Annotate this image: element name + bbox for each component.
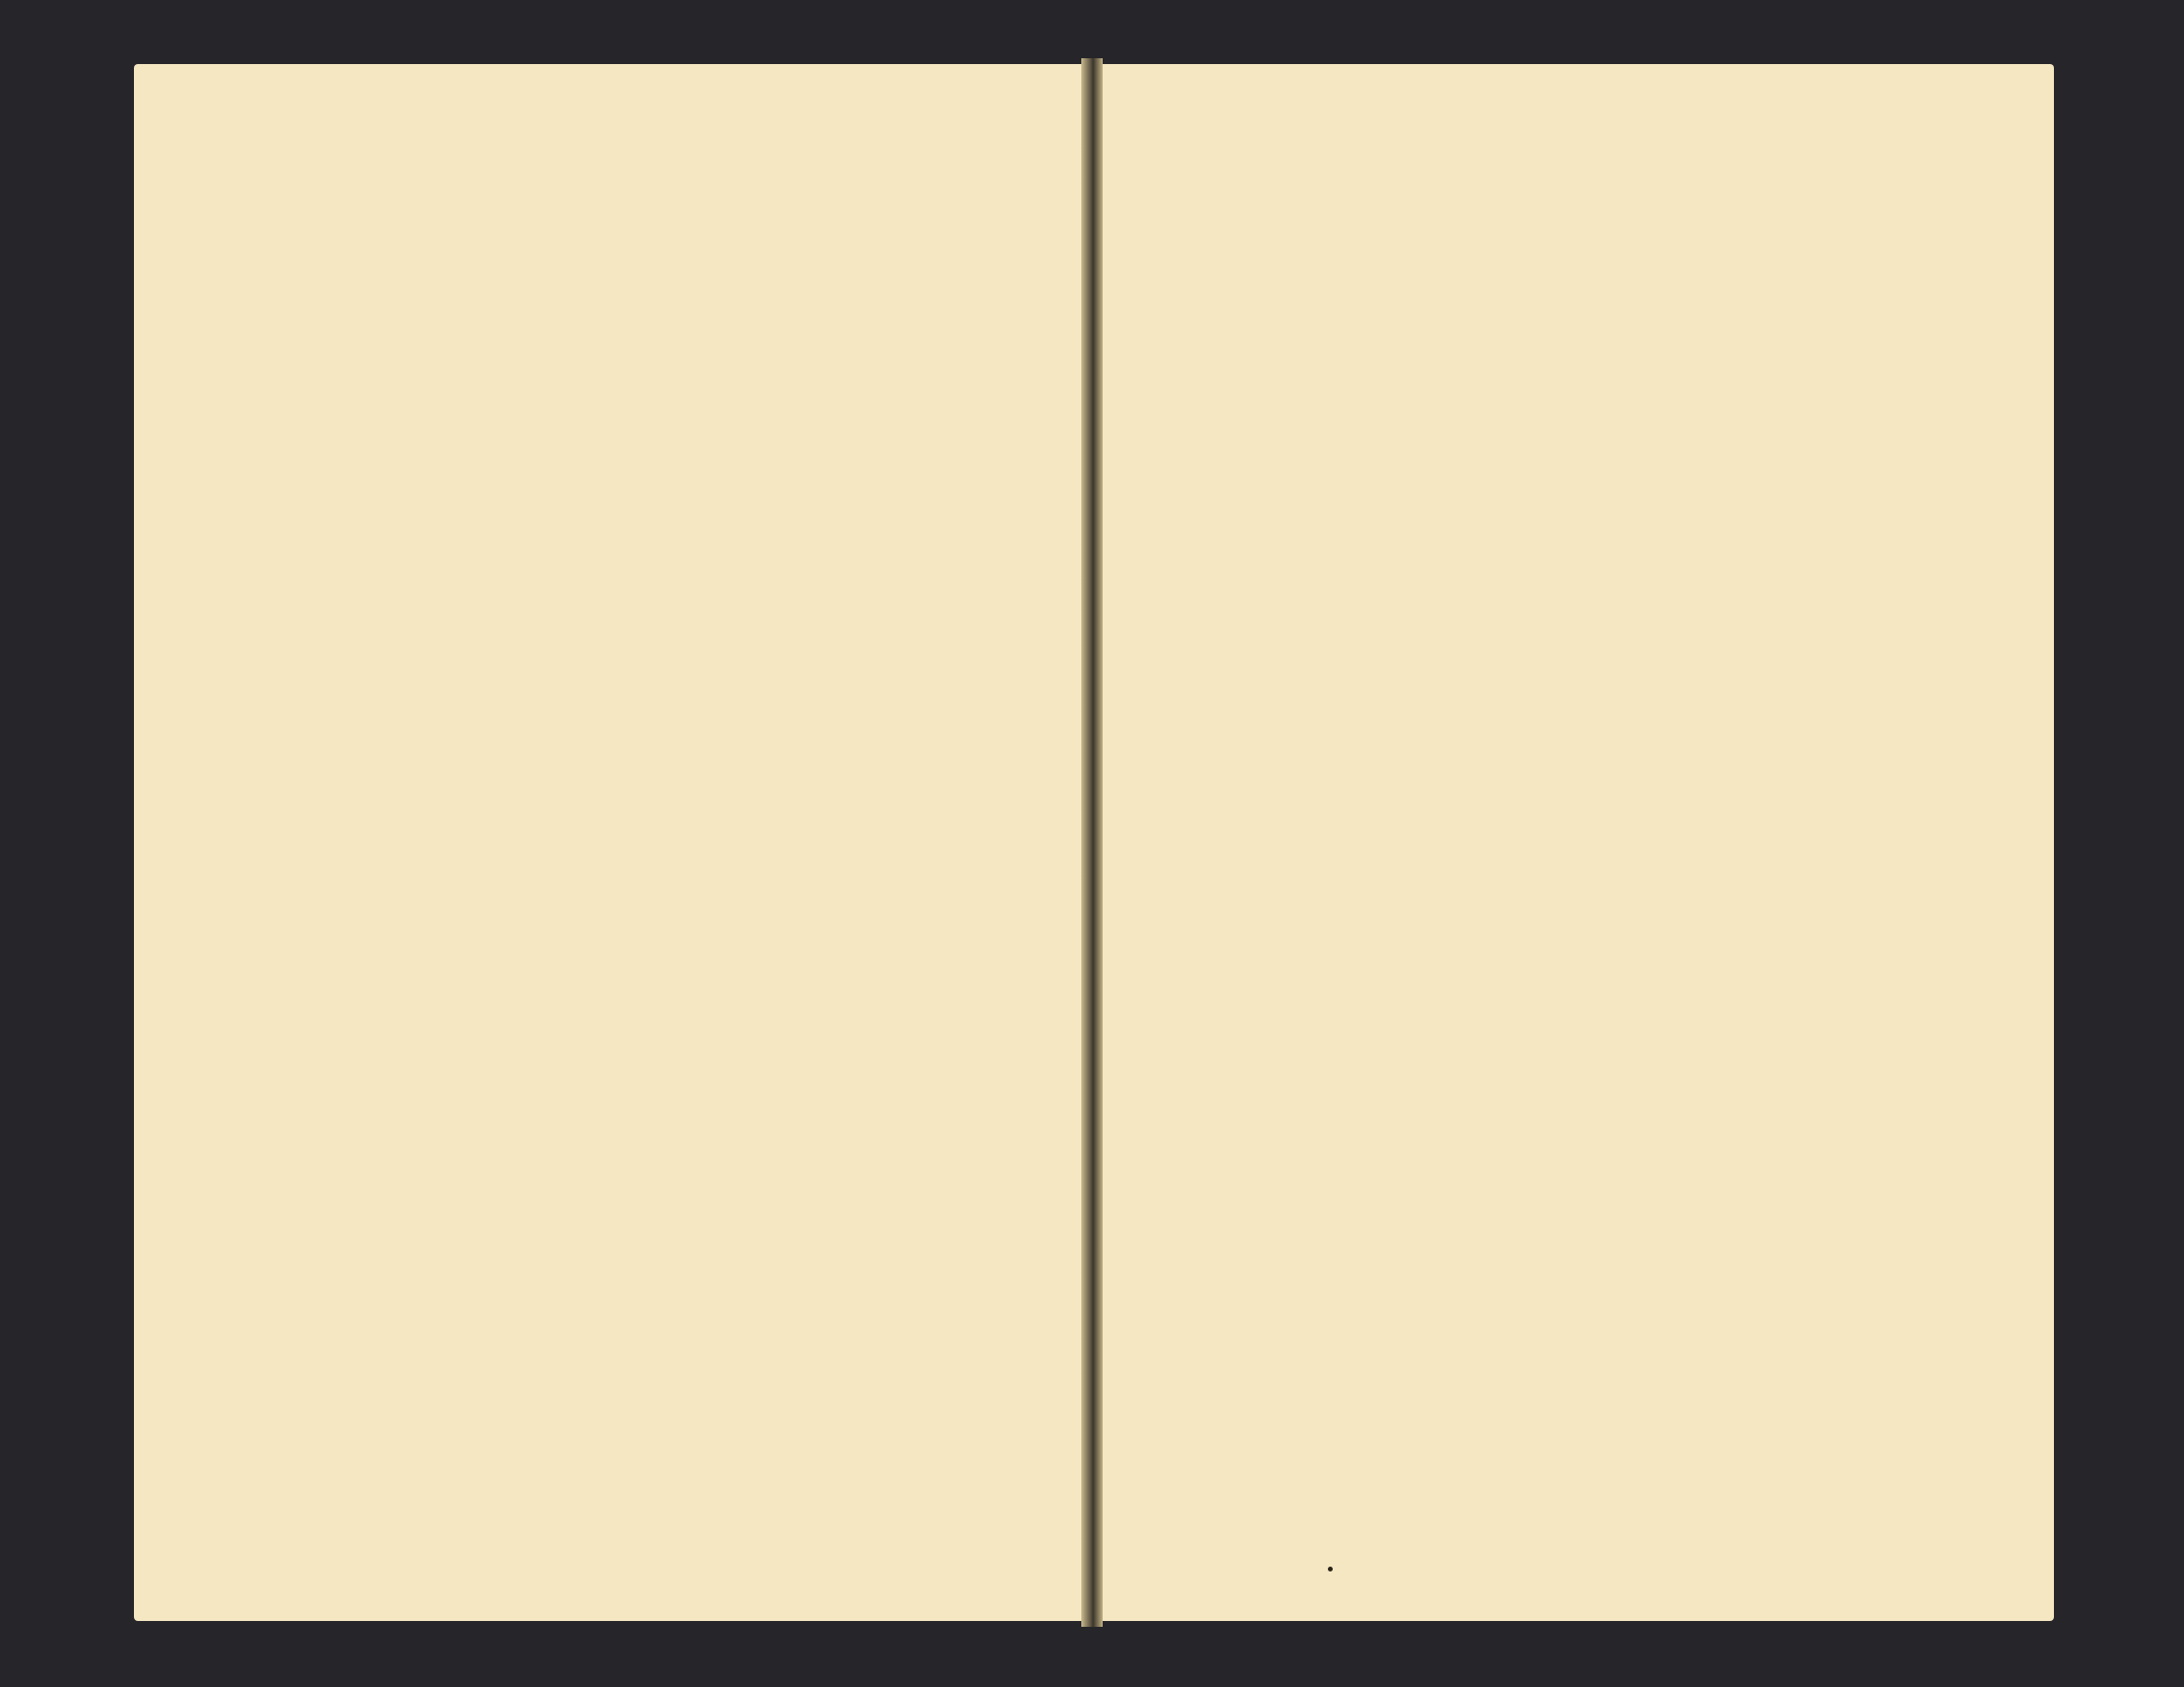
ink-dot	[1328, 1567, 1333, 1571]
